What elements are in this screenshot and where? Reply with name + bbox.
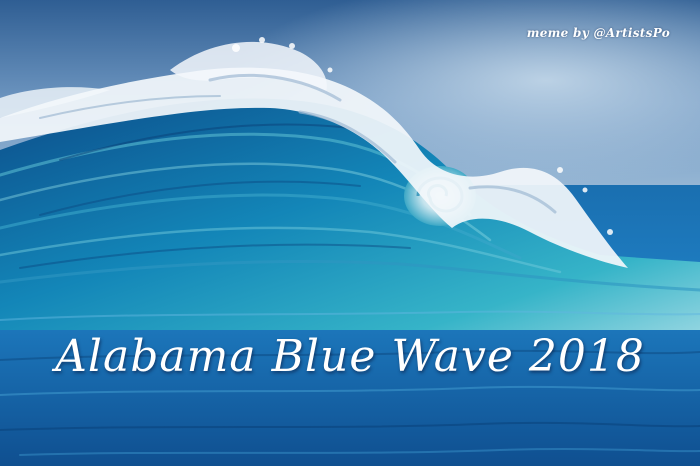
- meme-credit: meme by @ArtistsPo: [526, 26, 670, 40]
- headline-text: Alabama Blue Wave 2018: [55, 331, 645, 382]
